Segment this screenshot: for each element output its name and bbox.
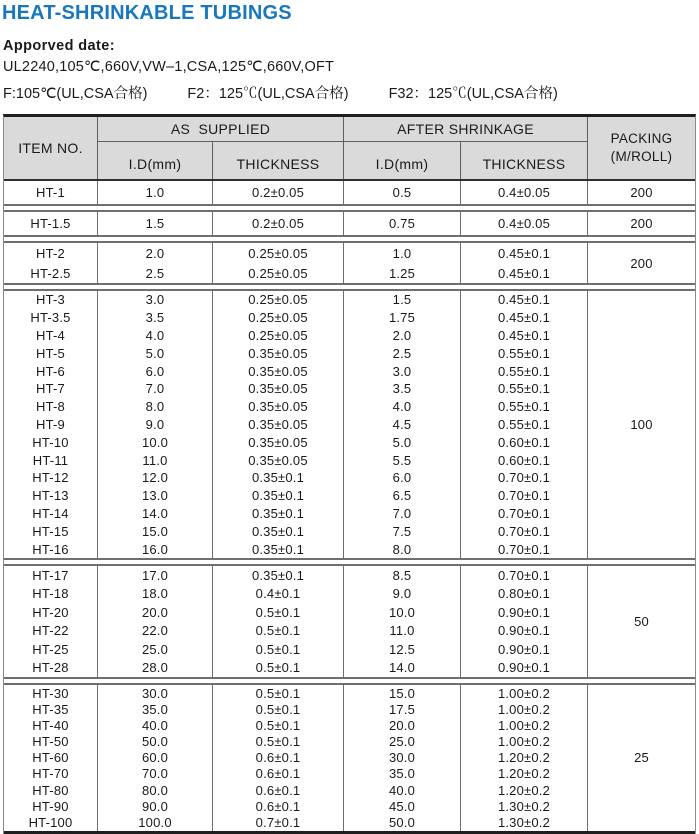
cell-thickness-shrinkage: 0.90±0.1	[461, 603, 588, 622]
cell-thickness-supplied: 0.35±0.1	[213, 522, 344, 540]
cell-id-supplied: 60.0	[98, 750, 213, 766]
cell-id-supplied: 35.0	[98, 701, 213, 717]
cell-thickness-shrinkage: 0.4±0.05	[461, 212, 588, 235]
cell-thickness-supplied: 0.5±0.1	[213, 603, 344, 622]
cell-item-no: HT-50	[4, 734, 98, 750]
cell-id-supplied: 40.0	[98, 717, 213, 733]
cell-id-supplied: 20.0	[98, 603, 213, 622]
cell-item-no: HT-1.5	[4, 212, 98, 235]
cell-id-supplied: 1.0	[98, 181, 213, 204]
table-group	[4, 683, 695, 834]
cell-thickness-supplied: 0.5±0.1	[213, 685, 344, 701]
cell-item-no: HT-30	[4, 685, 98, 701]
cell-id-supplied: 2.5	[98, 263, 213, 283]
cell-id-supplied: 15.0	[98, 522, 213, 540]
cell-thickness-supplied: 0.35±0.1	[213, 487, 344, 505]
cell-id-shrinkage: 1.75	[344, 309, 461, 327]
cell-thickness-shrinkage: 0.90±0.1	[461, 640, 588, 659]
cell-thickness-supplied: 0.25±0.05	[213, 263, 344, 283]
cell-id-supplied: 2.0	[98, 243, 213, 263]
page-title: HEAT-SHRINKABLE TUBINGS	[2, 2, 292, 24]
cell-id-shrinkage: 1.25	[344, 263, 461, 283]
cell-thickness-supplied: 0.2±0.05	[213, 181, 344, 204]
cell-thickness-supplied: 0.35±0.05	[213, 416, 344, 434]
cell-item-no: HT-11	[4, 451, 98, 469]
cell-id-shrinkage: 1.0	[344, 243, 461, 263]
cell-id-supplied: 13.0	[98, 487, 213, 505]
cell-thickness-supplied: 0.35±0.1	[213, 540, 344, 558]
cell-thickness-supplied: 0.5±0.1	[213, 734, 344, 750]
cell-thickness-supplied: 0.5±0.1	[213, 717, 344, 733]
grade-f32-label: F32：125℃(UL,CSA合格)	[388, 86, 558, 102]
cell-thickness-shrinkage: 0.70±0.1	[461, 566, 588, 585]
cell-packing: 100	[630, 416, 653, 432]
cell-thickness-shrinkage: 0.70±0.1	[461, 540, 588, 558]
cell-item-no: HT-4	[4, 327, 98, 345]
cell-item-no: HT-100	[4, 814, 98, 830]
cell-id-supplied: 3.5	[98, 309, 213, 327]
cell-thickness-shrinkage: 0.45±0.1	[461, 243, 588, 263]
cell-item-no: HT-28	[4, 658, 98, 677]
cell-id-supplied: 3.0	[98, 291, 213, 309]
header-thickness-shrinkage: THICKNESS	[461, 142, 588, 179]
cell-id-shrinkage: 50.0	[344, 814, 461, 830]
cell-item-no: HT-16	[4, 540, 98, 558]
cell-id-supplied: 16.0	[98, 540, 213, 558]
cell-thickness-supplied: 0.5±0.1	[213, 621, 344, 640]
cell-id-shrinkage: 4.5	[344, 416, 461, 434]
header-thickness-supplied: THICKNESS	[213, 142, 344, 179]
cell-thickness-supplied: 0.25±0.05	[213, 309, 344, 327]
cell-item-no: HT-17	[4, 566, 98, 585]
cell-item-no: HT-2.5	[4, 263, 98, 283]
cell-item-no: HT-10	[4, 433, 98, 451]
cell-packing: 200	[630, 185, 653, 200]
cell-id-supplied: 90.0	[98, 798, 213, 814]
cell-id-supplied: 7.0	[98, 380, 213, 398]
cell-thickness-supplied: 0.5±0.1	[213, 640, 344, 659]
cell-thickness-shrinkage: 0.70±0.1	[461, 469, 588, 487]
cell-id-shrinkage: 5.5	[344, 451, 461, 469]
header-as-supplied: AS SUPPLIED	[98, 117, 344, 142]
cell-id-supplied: 28.0	[98, 658, 213, 677]
cell-thickness-shrinkage: 0.70±0.1	[461, 505, 588, 523]
cell-thickness-shrinkage: 0.55±0.1	[461, 344, 588, 362]
cell-thickness-supplied: 0.25±0.05	[213, 291, 344, 309]
approval-spec-line: UL2240,105℃,660V,VW–1,CSA,125℃,660V,OFT	[3, 59, 335, 75]
cell-item-no: HT-40	[4, 717, 98, 733]
cell-id-supplied: 50.0	[98, 734, 213, 750]
table-header	[4, 117, 695, 181]
cell-thickness-shrinkage: 0.55±0.1	[461, 362, 588, 380]
cell-id-supplied: 30.0	[98, 685, 213, 701]
cell-id-shrinkage: 3.5	[344, 380, 461, 398]
cell-id-shrinkage: 8.0	[344, 540, 461, 558]
cell-thickness-shrinkage: 0.90±0.1	[461, 621, 588, 640]
cell-id-supplied: 8.0	[98, 398, 213, 416]
cell-thickness-supplied: 0.35±0.05	[213, 362, 344, 380]
cell-thickness-shrinkage: 1.00±0.2	[461, 717, 588, 733]
cell-thickness-supplied: 0.35±0.1	[213, 505, 344, 523]
cell-thickness-supplied: 0.6±0.1	[213, 766, 344, 782]
cell-thickness-shrinkage: 1.00±0.2	[461, 734, 588, 750]
cell-thickness-supplied: 0.6±0.1	[213, 798, 344, 814]
cell-id-supplied: 14.0	[98, 505, 213, 523]
cell-item-no: HT-13	[4, 487, 98, 505]
approved-date-label: Apporved date:	[3, 38, 115, 54]
cell-thickness-supplied: 0.35±0.05	[213, 451, 344, 469]
cell-thickness-supplied: 0.35±0.1	[213, 566, 344, 585]
cell-id-shrinkage: 0.75	[344, 212, 461, 235]
cell-id-shrinkage: 2.0	[344, 327, 461, 345]
cell-id-supplied: 1.5	[98, 212, 213, 235]
cell-packing: 200	[630, 216, 653, 231]
cell-thickness-supplied: 0.35±0.05	[213, 344, 344, 362]
cell-id-shrinkage: 6.5	[344, 487, 461, 505]
cell-item-no: HT-2	[4, 243, 98, 263]
cell-thickness-shrinkage: 1.20±0.2	[461, 750, 588, 766]
cell-thickness-supplied: 0.7±0.1	[213, 814, 344, 830]
cell-id-shrinkage: 12.5	[344, 640, 461, 659]
cell-item-no: HT-70	[4, 766, 98, 782]
cell-thickness-shrinkage: 0.60±0.1	[461, 451, 588, 469]
cell-id-shrinkage: 2.5	[344, 344, 461, 362]
cell-item-no: HT-7	[4, 380, 98, 398]
cell-packing: 50	[634, 613, 649, 629]
cell-id-shrinkage: 45.0	[344, 798, 461, 814]
grade-f-label: F:105℃(UL,CSA合格)	[3, 86, 148, 102]
cell-id-supplied: 70.0	[98, 766, 213, 782]
cell-id-supplied: 4.0	[98, 327, 213, 345]
catalog-page	[0, 2, 699, 829]
cell-id-shrinkage: 40.0	[344, 782, 461, 798]
cell-id-supplied: 12.0	[98, 469, 213, 487]
cell-packing: 25	[634, 750, 649, 766]
cell-thickness-supplied: 0.2±0.05	[213, 212, 344, 235]
cell-thickness-shrinkage: 0.70±0.1	[461, 522, 588, 540]
header-after-shrinkage: AFTER SHRINKAGE	[344, 117, 588, 142]
cell-thickness-supplied: 0.5±0.1	[213, 701, 344, 717]
cell-id-supplied: 17.0	[98, 566, 213, 585]
cell-id-shrinkage: 8.5	[344, 566, 461, 585]
cell-item-no: HT-1	[4, 181, 98, 204]
cell-id-supplied: 80.0	[98, 782, 213, 798]
cell-thickness-shrinkage: 0.80±0.1	[461, 584, 588, 603]
cell-id-supplied: 11.0	[98, 451, 213, 469]
cell-item-no: HT-18	[4, 584, 98, 603]
cell-thickness-shrinkage: 1.00±0.2	[461, 701, 588, 717]
cell-item-no: HT-25	[4, 640, 98, 659]
table-group	[4, 289, 695, 560]
cell-id-supplied: 6.0	[98, 362, 213, 380]
cell-id-shrinkage: 3.0	[344, 362, 461, 380]
cell-item-no: HT-35	[4, 701, 98, 717]
table-group	[4, 564, 695, 679]
cell-thickness-supplied: 0.35±0.05	[213, 398, 344, 416]
cell-id-supplied: 5.0	[98, 344, 213, 362]
cell-id-shrinkage: 4.0	[344, 398, 461, 416]
cell-id-shrinkage: 5.0	[344, 433, 461, 451]
table-group	[4, 181, 695, 206]
header-item-no: ITEM NO.	[4, 117, 98, 179]
cell-thickness-shrinkage: 1.30±0.2	[461, 814, 588, 830]
cell-thickness-supplied: 0.35±0.1	[213, 469, 344, 487]
grade-f2-label: F2：125℃(UL,CSA合格)	[187, 86, 349, 102]
cell-id-supplied: 100.0	[98, 814, 213, 830]
cell-item-no: HT-20	[4, 603, 98, 622]
cell-thickness-shrinkage: 0.55±0.1	[461, 416, 588, 434]
cell-id-shrinkage: 15.0	[344, 685, 461, 701]
header-packing	[588, 117, 695, 179]
header-packing-line2: (M/ROLL)	[610, 149, 673, 164]
cell-thickness-shrinkage: 0.60±0.1	[461, 433, 588, 451]
cell-id-supplied: 22.0	[98, 621, 213, 640]
cell-thickness-shrinkage: 0.70±0.1	[461, 487, 588, 505]
table-group	[4, 210, 695, 237]
cell-item-no: HT-14	[4, 505, 98, 523]
table-groups	[4, 181, 695, 834]
cell-thickness-supplied: 0.4±0.1	[213, 584, 344, 603]
cell-item-no: HT-22	[4, 621, 98, 640]
cell-id-supplied: 9.0	[98, 416, 213, 434]
cell-id-shrinkage: 35.0	[344, 766, 461, 782]
cell-id-shrinkage: 20.0	[344, 717, 461, 733]
cell-thickness-supplied: 0.35±0.05	[213, 380, 344, 398]
cell-thickness-supplied: 0.6±0.1	[213, 782, 344, 798]
cell-id-shrinkage: 6.0	[344, 469, 461, 487]
cell-thickness-shrinkage: 0.90±0.1	[461, 658, 588, 677]
cell-id-shrinkage: 11.0	[344, 621, 461, 640]
cell-thickness-shrinkage: 0.4±0.05	[461, 181, 588, 204]
header-id-shrinkage: I.D(mm)	[344, 142, 461, 179]
cell-thickness-supplied: 0.25±0.05	[213, 243, 344, 263]
cell-thickness-shrinkage: 0.55±0.1	[461, 380, 588, 398]
cell-item-no: HT-15	[4, 522, 98, 540]
cell-item-no: HT-90	[4, 798, 98, 814]
cell-id-supplied: 18.0	[98, 584, 213, 603]
cell-id-shrinkage: 10.0	[344, 603, 461, 622]
cell-item-no: HT-8	[4, 398, 98, 416]
cell-id-shrinkage: 9.0	[344, 584, 461, 603]
cell-id-supplied: 25.0	[98, 640, 213, 659]
cell-id-shrinkage: 7.0	[344, 505, 461, 523]
cell-item-no: HT-60	[4, 750, 98, 766]
cell-item-no: HT-9	[4, 416, 98, 434]
cell-thickness-shrinkage: 0.45±0.1	[461, 291, 588, 309]
cell-id-shrinkage: 7.5	[344, 522, 461, 540]
table-group	[4, 241, 695, 285]
cell-thickness-shrinkage: 1.20±0.2	[461, 782, 588, 798]
cell-item-no: HT-3	[4, 291, 98, 309]
cell-id-shrinkage: 30.0	[344, 750, 461, 766]
spec-table	[3, 114, 696, 834]
cell-thickness-supplied: 0.25±0.05	[213, 327, 344, 345]
cell-thickness-shrinkage: 1.30±0.2	[461, 798, 588, 814]
cell-item-no: HT-6	[4, 362, 98, 380]
cell-id-shrinkage: 14.0	[344, 658, 461, 677]
cell-id-supplied: 10.0	[98, 433, 213, 451]
cell-id-shrinkage: 17.5	[344, 701, 461, 717]
cell-thickness-supplied: 0.35±0.05	[213, 433, 344, 451]
cell-thickness-shrinkage: 1.20±0.2	[461, 766, 588, 782]
header-id-supplied: I.D(mm)	[98, 142, 213, 179]
cell-item-no: HT-5	[4, 344, 98, 362]
cell-thickness-supplied: 0.6±0.1	[213, 750, 344, 766]
cell-id-shrinkage: 1.5	[344, 291, 461, 309]
cell-packing: 200	[630, 255, 653, 271]
header-packing-line1: PACKING	[610, 131, 673, 146]
cell-thickness-shrinkage: 0.45±0.1	[461, 327, 588, 345]
cell-thickness-shrinkage: 0.45±0.1	[461, 309, 588, 327]
cell-thickness-supplied: 0.5±0.1	[213, 658, 344, 677]
cell-item-no: HT-12	[4, 469, 98, 487]
grade-line	[3, 82, 699, 103]
cell-thickness-shrinkage: 0.45±0.1	[461, 263, 588, 283]
cell-item-no: HT-3.5	[4, 309, 98, 327]
cell-id-shrinkage: 25.0	[344, 734, 461, 750]
cell-id-shrinkage: 0.5	[344, 181, 461, 204]
cell-thickness-shrinkage: 1.00±0.2	[461, 685, 588, 701]
cell-item-no: HT-80	[4, 782, 98, 798]
cell-thickness-shrinkage: 0.55±0.1	[461, 398, 588, 416]
